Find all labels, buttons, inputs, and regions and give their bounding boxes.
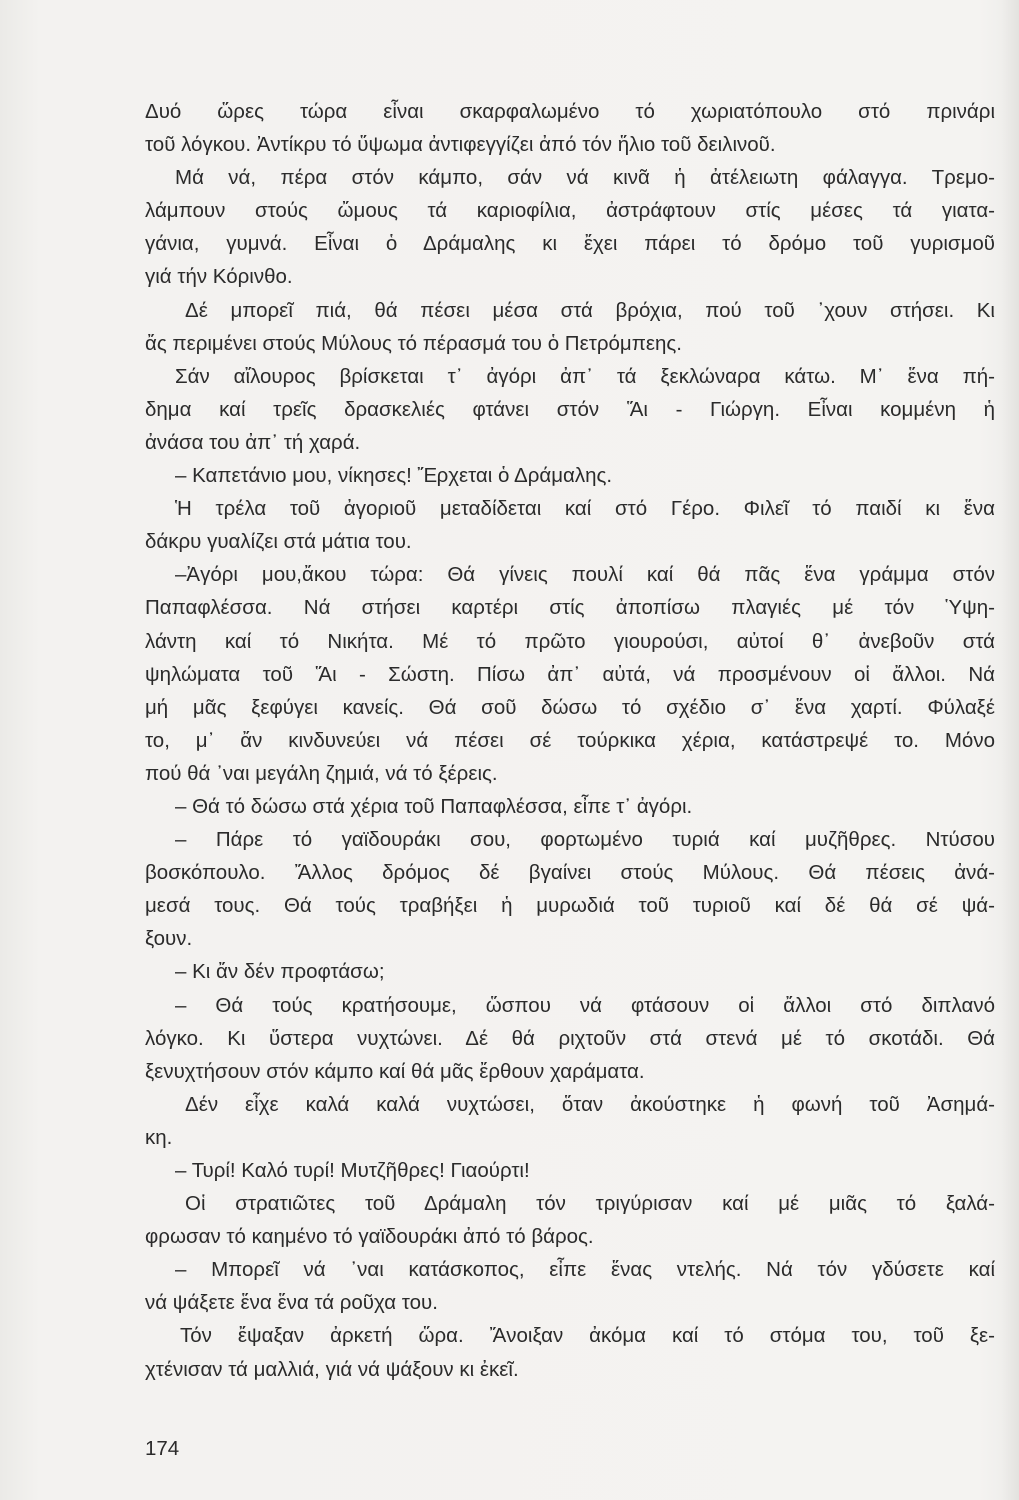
text-line: μεσά τους. Θά τούς τραβήξει ἡ μυρωδιά τοῦ τυριοῦ καί δέ θά σέ ψά- (145, 894, 995, 918)
text-line: – Τυρί! Καλό τυρί! Μυτζῆθρες! Γιαούρτι! (175, 1159, 530, 1182)
text-line: – Μπορεῖ νά ᾽ναι κατάσκοπος, εἶπε ἕνας ντελής. Νά τόν γδύσετε καί (175, 1258, 995, 1282)
text-line: νά ψάξετε ἕνα ἕνα τά ροῦχα του. (145, 1291, 438, 1315)
page-number: 174 (145, 1437, 180, 1460)
text-line: Δυό ὥρες τώρα εἶναι σκαρφαλωμένο τό χωριατόπουλο στό πρινάρι (145, 100, 995, 123)
text-line: δημα καί τρεῖς δρασκελιές φτάνει στόν Ἅι - Γιώργη. Εἶναι κομμένη ἡ (145, 397, 995, 421)
text-line: – Θά τούς κρατήσουμε, ὥσπου νά φτάσουν οἱ ἄλλοι στό διπλανό (175, 993, 995, 1017)
text-line: γάνια, γυμνά. Εἶναι ὁ Δράμαλης κι ἔχει πάρει τό δρόμο τοῦ γυρισμοῦ (145, 232, 995, 256)
text-line: – Πάρε τό γαϊδουράκι σου, φορτωμένο τυριά καί μυζῆθρες. Ντύσου (175, 828, 995, 852)
text-line: ἄς περιμένει στούς Μύλους τό πέρασμά του ὁ Πετρόμπεης. (145, 331, 682, 355)
text-line: δάκρυ γυαλίζει στά μάτια του. (145, 530, 412, 554)
text-line: – Καπετάνιο μου, νίκησες! Ἔρχεται ὁ Δράμαλης. (175, 464, 613, 488)
text-line: Δέ μπορεῖ πιά, θά πέσει μέσα στά βρόχια, πού τοῦ ᾽χουν στήσει. Κι (185, 298, 995, 322)
text-line: Σάν αἴλουρος βρίσκεται τ᾽ ἀγόρι ἀπ᾽ τά ξεκλώναρα κάτω. Μ᾽ ἕνα πή- (175, 364, 995, 388)
text-line: ξενυχτήσουν στόν κάμπο καί θά μᾶς ἔρθουν χαράματα. (145, 1059, 645, 1083)
text-line: λόγκο. Κι ὕστερα νυχτώνει. Δέ θά ριχτοῦν στά στενά μέ τό σκοτάδι. Θά (145, 1026, 995, 1050)
text-line: ἀνάσα του ἀπ᾽ τή χαρά. (145, 430, 361, 454)
text-line: τοῦ λόγκου. Ἀντίκρυ τό ὕψωμα ἀντιφεγγίζει ἀπό τόν ἥλιο τοῦ δειλινοῦ. (145, 133, 776, 157)
text-line: φρωσαν τό καημένο τό γαϊδουράκι ἀπό τό βάρος. (145, 1225, 594, 1249)
text-line: πού θά ᾽ναι μεγάλη ζημιά, νά τό ξέρεις. (145, 761, 498, 785)
text-line: ψηλώματα τοῦ Ἅι - Σώστη. Πίσω ἀπ᾽ αὐτά, νά προσμένουν οἱ ἄλλοι. Νά (145, 662, 995, 686)
text-line: κη. (145, 1125, 173, 1149)
text-line: ξουν. (145, 927, 193, 951)
text-line: Ἡ τρέλα τοῦ ἀγοριοῦ μεταδίδεται καί στό Γέρο. Φιλεῖ τό παιδί κι ἕνα (175, 497, 995, 521)
text-line: – Θά τό δώσω στά χέρια τοῦ Παπαφλέσσα, εἶπε τ᾽ ἀγόρι. (175, 794, 693, 818)
text-line: μή μᾶς ξεφύγει κανείς. Θά σοῦ δώσω τό σχέδιο σ᾽ ἕνα χαρτί. Φύλαξέ (145, 695, 995, 719)
text-line: Δέν εἶχε καλά καλά νυχτώσει, ὅταν ἀκούστηκε ἡ φωνή τοῦ Ἀσημά- (185, 1092, 995, 1116)
text-line: το, μ᾽ ἄν κινδυνεύει νά πέσει σέ τούρκικα χέρια, κατάστρεψέ το. Μόνο (145, 728, 995, 752)
text-line: Τόν ἔψαξαν ἀρκετή ὥρα. Ἄνοιξαν ἀκόμα καί τό στόμα του, τοῦ ξε- (180, 1324, 995, 1348)
text-line: Μά νά, πέρα στόν κάμπο, σάν νά κινᾶ ἡ ἀτέλειωτη φάλαγγα. Τρεμο- (175, 166, 995, 190)
text-line: λάμπουν στούς ὤμους τά καριοφίλια, ἀστράφτουν στίς μέσες τά γιατα- (145, 199, 995, 223)
text-line: βοσκόπουλο. Ἄλλος δρόμος δέ βγαίνει στούς Μύλους. Θά πέσεις ἀνά- (145, 861, 995, 885)
text-line: Οἱ στρατιῶτες τοῦ Δράμαλη τόν τριγύρισαν καί μέ μιᾶς τό ξαλά- (185, 1192, 995, 1216)
text-line: γιά τήν Κόρινθο. (145, 265, 293, 289)
text-line: λάντη καί τό Νικήτα. Μέ τό πρῶτο γιουρούσι, αὐτοί θ᾽ ἀνεβοῦν στά (145, 629, 995, 653)
page-edge-shadow (1001, 0, 1019, 1500)
text-line: – Κι ἄν δέν προφτάσω; (175, 960, 385, 984)
page-body-text (145, 95, 995, 1386)
text-line: Παπαφλέσσα. Νά στήσει καρτέρι στίς ἀποπίσω πλαγιές μέ τόν Ὑψη- (145, 596, 995, 620)
text-line: –Ἀγόρι μου,ἄκου τώρα: Θά γίνεις πουλί καί θά πᾶς ἕνα γράμμα στόν (175, 563, 995, 587)
text-line: χτένισαν τά μαλλιά, γιά νά ψάξουν κι ἐκεῖ. (145, 1357, 519, 1381)
